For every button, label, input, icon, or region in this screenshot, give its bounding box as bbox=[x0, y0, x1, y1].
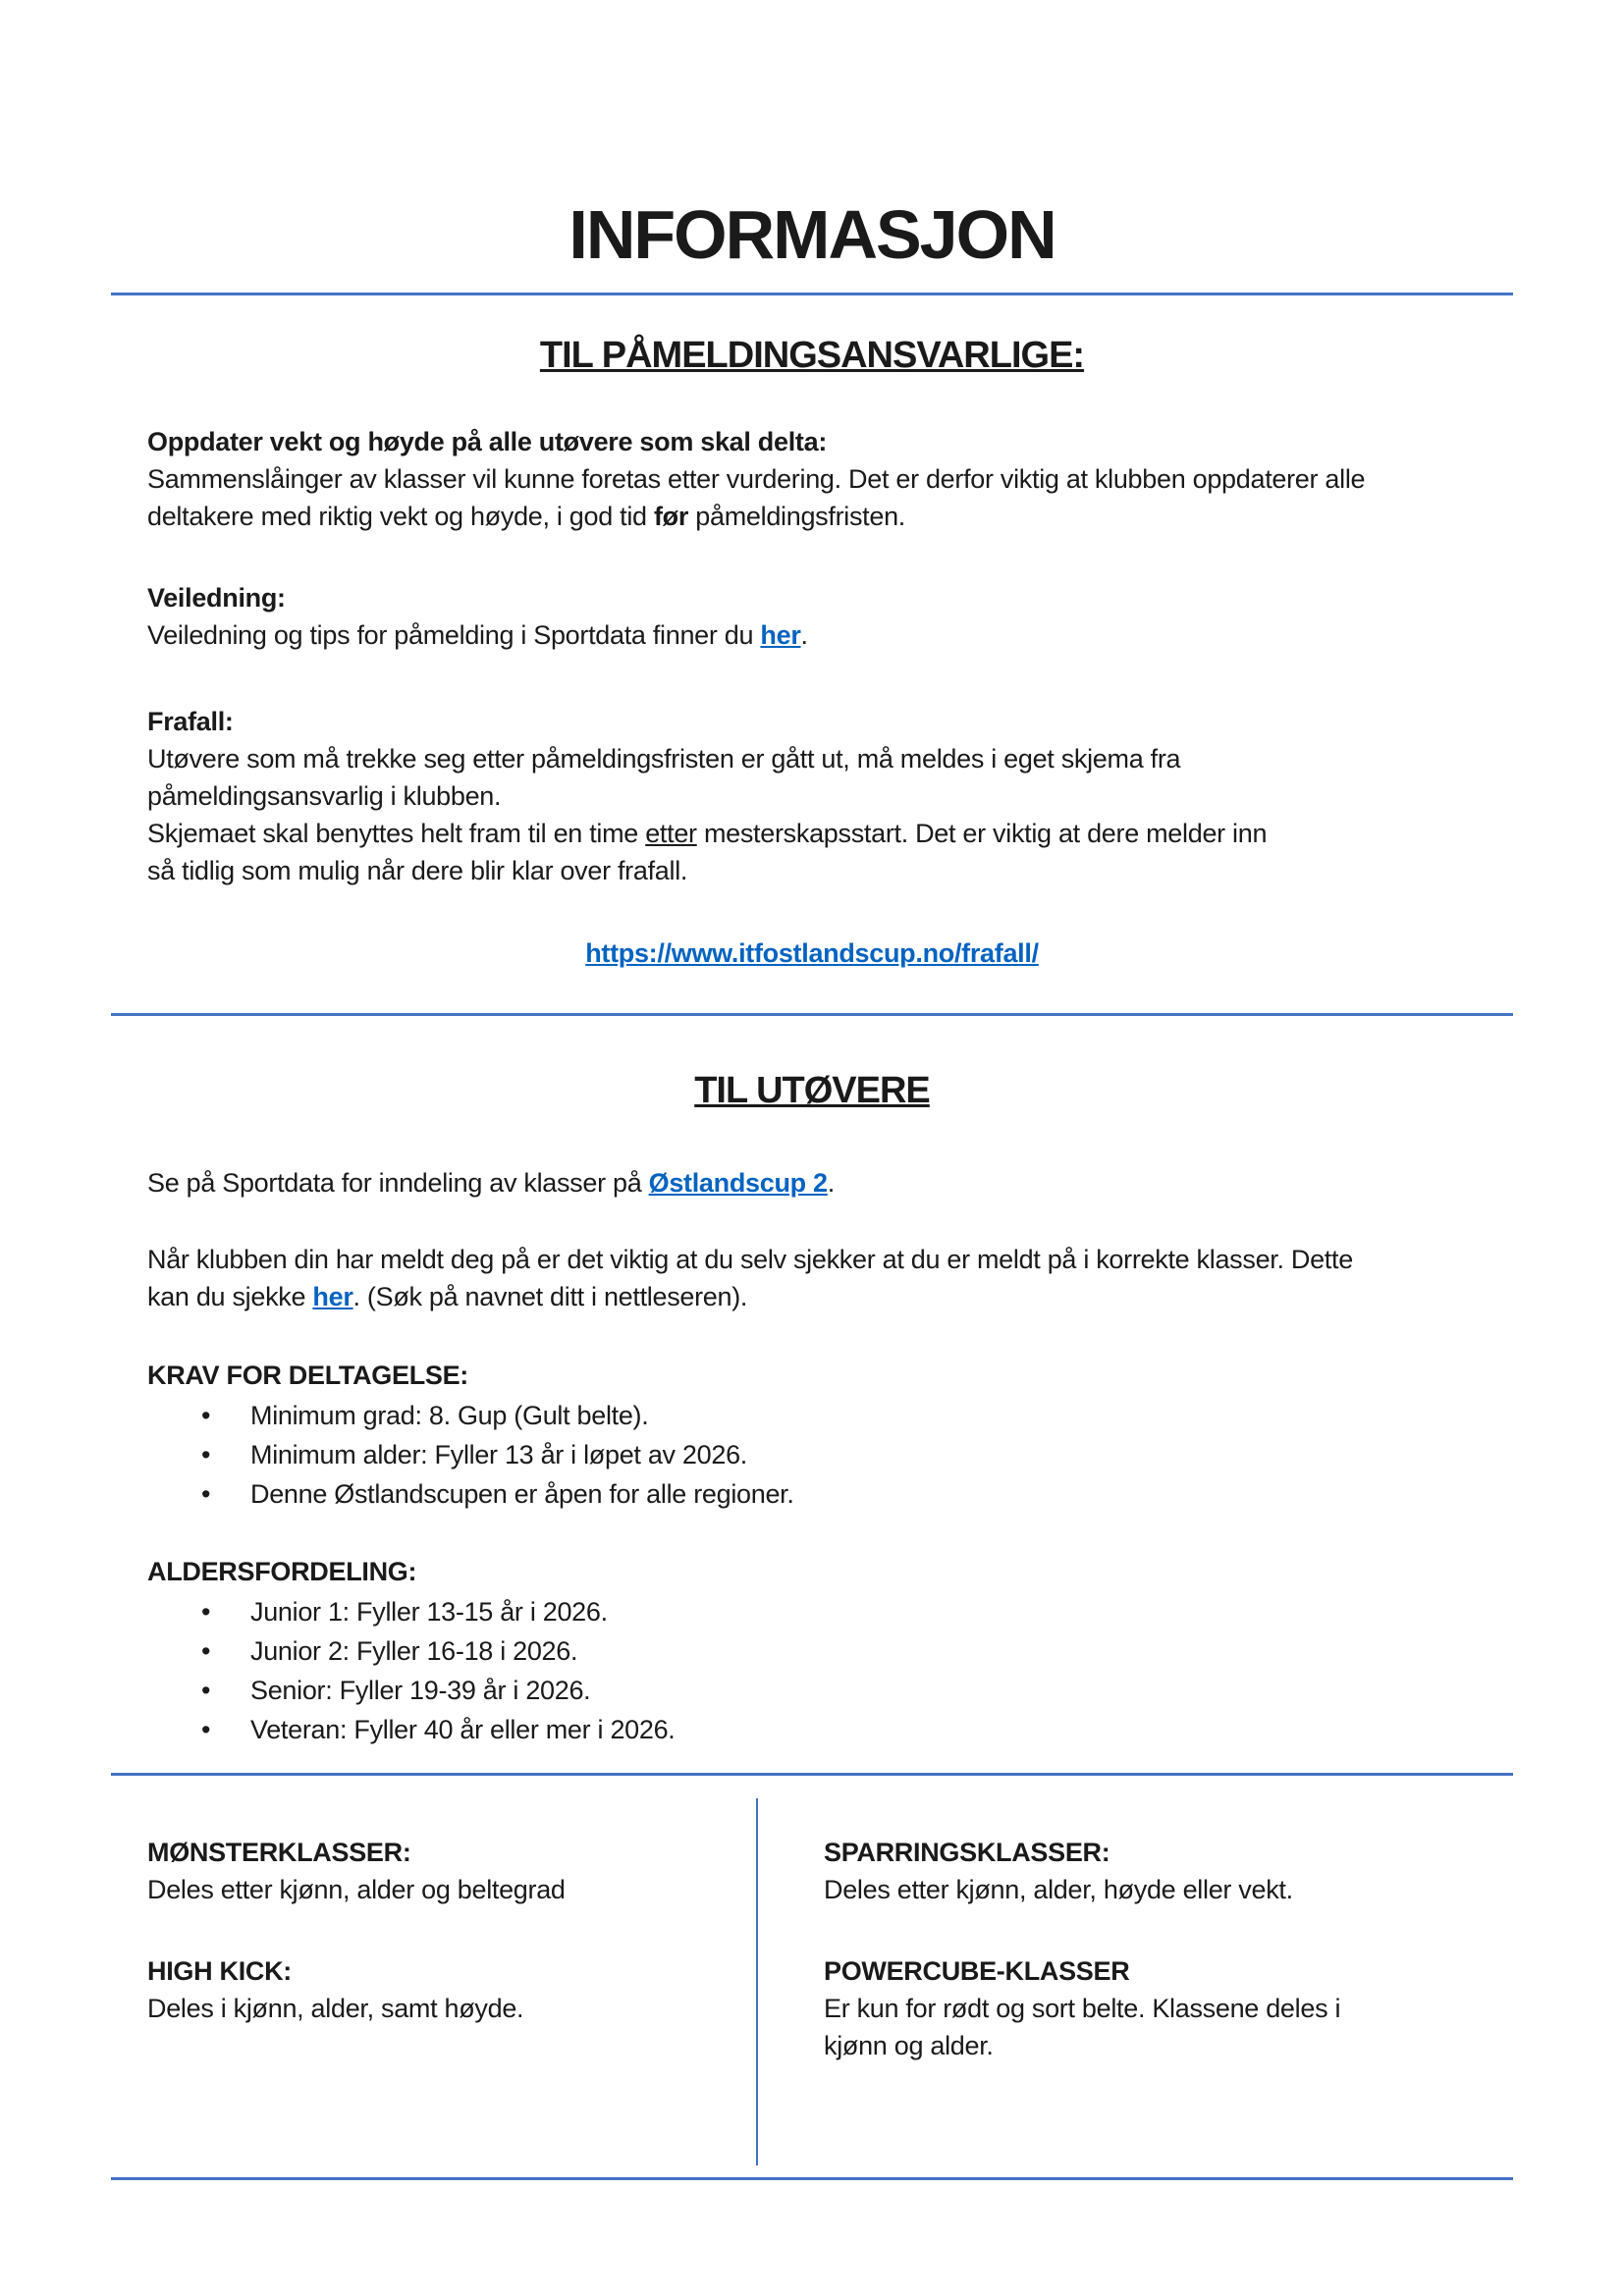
text-line: så tidlig som mulig når dere blir klar over frafall. bbox=[147, 856, 688, 885]
classes-info-paragraph bbox=[147, 1164, 1477, 1201]
class-overview-columns bbox=[147, 1798, 1477, 2165]
text-segment: Veiledning og tips for påmelding i Sportdata finner du bbox=[147, 620, 761, 650]
powercube-classes-body bbox=[824, 1990, 1477, 2064]
guide-her-link[interactable]: her bbox=[760, 620, 801, 650]
requirements-title: KRAV FOR DELTAGELSE: bbox=[147, 1361, 468, 1390]
text-line: Når klubben din har meldt deg på er det viktig at du selv sjekker at du er meldt på i korrekte klasser. Dette bbox=[147, 1245, 1353, 1274]
list-item: • Veteran: Fyller 40 år eller mer i 2026. bbox=[250, 1710, 1477, 1749]
high-kick-title: HIGH KICK: bbox=[147, 1956, 292, 1986]
text-segment: . (Søk på navnet ditt i nettleseren). bbox=[352, 1282, 748, 1311]
check-her-link[interactable]: her bbox=[312, 1282, 353, 1311]
sparring-classes-body: Deles etter kjønn, alder, høyde eller vekt. bbox=[824, 1875, 1293, 1904]
text-segment: deltakere med riktig vekt og høyde, i god tid bbox=[147, 502, 654, 531]
ostlandscup-link[interactable]: Østlandscup 2 bbox=[648, 1168, 828, 1198]
text-segment: Se på Sportdata for inndeling av klasser på bbox=[147, 1168, 649, 1198]
section-divider bbox=[111, 1013, 1513, 1016]
text-line bbox=[147, 819, 1267, 848]
list-item: • Minimum alder: Fyller 13 år i løpet av 2026. bbox=[250, 1435, 1477, 1474]
sparring-classes-title: SPARRINGSKLASSER: bbox=[824, 1838, 1110, 1867]
high-kick-body: Deles i kjønn, alder, samt høyde. bbox=[147, 1994, 524, 2023]
list-item: • Senior: Fyller 19-39 år i 2026. bbox=[250, 1671, 1477, 1710]
age-groups-title: ALDERSFORDELING: bbox=[147, 1557, 417, 1586]
dropout-paragraph bbox=[147, 703, 1477, 889]
section-divider bbox=[111, 1773, 1513, 1776]
age-groups-list bbox=[147, 1592, 1477, 1749]
list-item: • Junior 1: Fyller 13-15 år i 2026. bbox=[250, 1592, 1477, 1631]
section-divider bbox=[111, 293, 1513, 295]
check-registration-paragraph bbox=[147, 1241, 1477, 1315]
registration-section-heading: TIL PÅMELDINGSANSVARLIGE: bbox=[539, 335, 1085, 376]
underlined-word: etter bbox=[645, 819, 697, 848]
text-segment: påmeldingsfristen. bbox=[688, 502, 905, 531]
update-paragraph-title: Oppdater vekt og høyde på alle utøvere som skal delta: bbox=[147, 427, 828, 456]
text-line: påmeldingsansvarlig i klubben. bbox=[147, 781, 502, 811]
monster-classes-title: MØNSTERKLASSER: bbox=[147, 1838, 411, 1867]
text-line: kjønn og alder. bbox=[824, 2031, 994, 2060]
dropout-link-paragraph bbox=[147, 934, 1477, 972]
dropout-paragraph-title: Frafall: bbox=[147, 707, 234, 736]
athletes-section-heading: TIL UTØVERE bbox=[694, 1070, 930, 1111]
class-overview-left-column bbox=[147, 1798, 756, 2165]
emphasized-word: før bbox=[653, 502, 689, 531]
text-segment: . bbox=[800, 620, 808, 650]
guide-paragraph bbox=[147, 579, 1477, 654]
text-line: Utøvere som må trekke seg etter påmeldingsfristen er gått ut, må meldes i eget skjema fra bbox=[147, 744, 1181, 774]
text-line bbox=[147, 1282, 747, 1311]
update-weight-height-paragraph bbox=[147, 423, 1477, 535]
list-item: • Junior 2: Fyller 16-18 i 2026. bbox=[250, 1631, 1477, 1671]
text-line: Sammenslåinger av klasser vil kunne foretas etter vurdering. Det er derfor viktig at klubben oppdaterer alle bbox=[147, 464, 1366, 494]
text-segment: kan du sjekke bbox=[147, 1282, 313, 1311]
text-segment: . bbox=[827, 1168, 835, 1198]
text-line bbox=[147, 1168, 835, 1198]
section-divider bbox=[111, 2177, 1513, 2180]
class-overview-right-column bbox=[758, 1798, 1477, 2165]
requirements-list bbox=[147, 1396, 1477, 1514]
page-title: INFORMASJON bbox=[568, 196, 1056, 273]
list-item: • Denne Østlandscupen er åpen for alle regioner. bbox=[250, 1474, 1477, 1514]
powercube-classes-title: POWERCUBE-KLASSER bbox=[824, 1956, 1130, 1986]
text-line: Er kun for rødt og sort belte. Klassene deles i bbox=[824, 1994, 1341, 2023]
list-item: • Minimum grad: 8. Gup (Gult belte). bbox=[250, 1396, 1477, 1435]
text-line bbox=[147, 502, 905, 531]
monster-classes-body: Deles etter kjønn, alder og beltegrad bbox=[147, 1875, 566, 1904]
dropout-url-link[interactable]: https://www.itfostlandscup.no/frafall/ bbox=[585, 938, 1039, 968]
guide-paragraph-title: Veiledning: bbox=[147, 583, 286, 613]
text-segment: Skjemaet skal benyttes helt fram til en time bbox=[147, 819, 646, 848]
text-segment: mesterskapsstart. Det er viktig at dere melder inn bbox=[696, 819, 1268, 848]
text-line bbox=[147, 620, 808, 650]
